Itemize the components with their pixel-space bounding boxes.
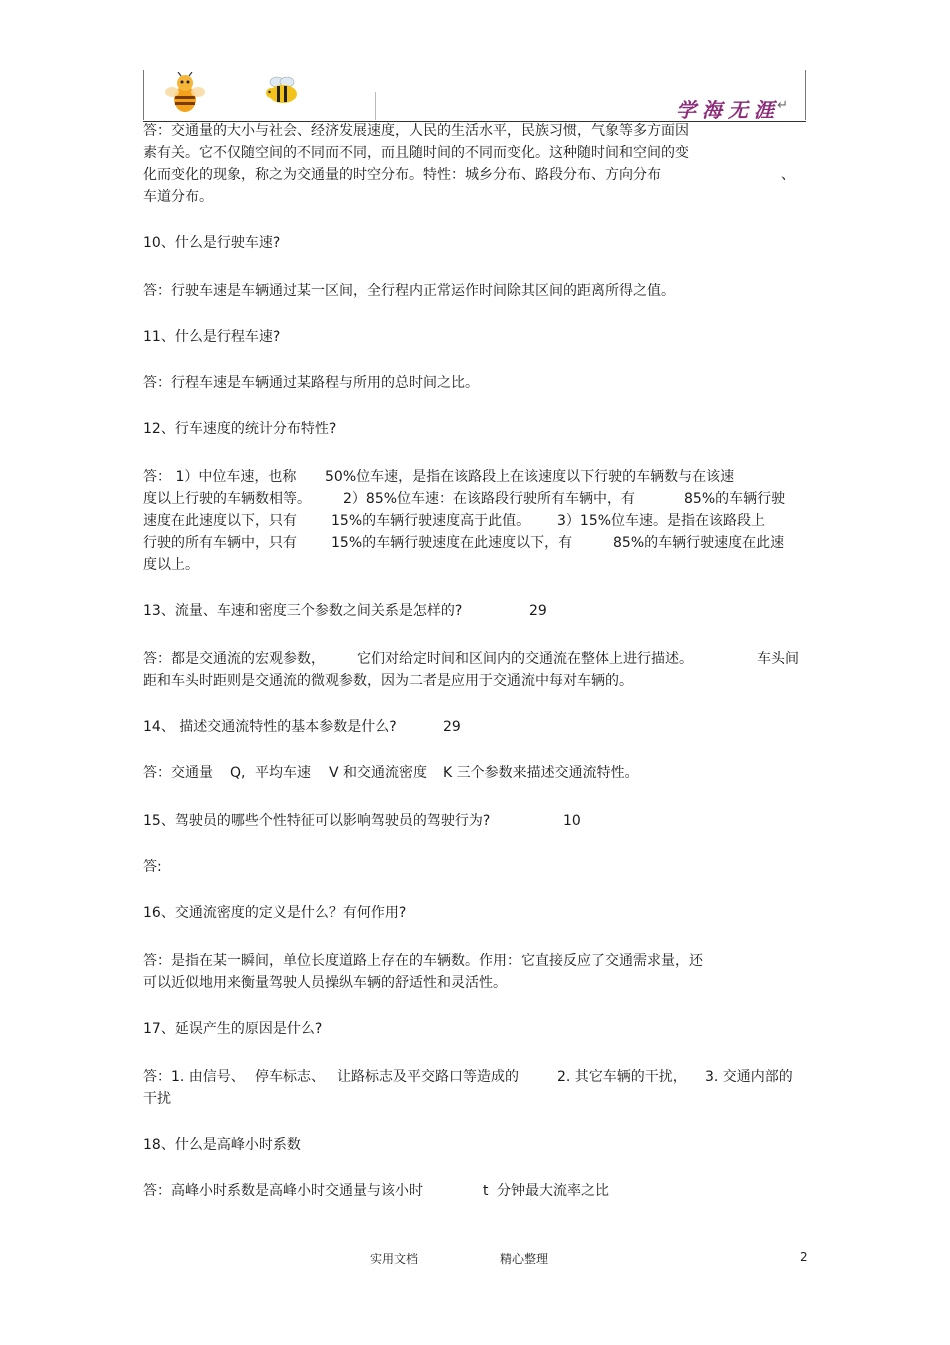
answer-line: 速度在此速度以下，只有 (143, 513, 297, 529)
header-left-border (143, 70, 144, 120)
answer-line: 行驶的所有车辆中，只有 (143, 535, 297, 551)
answer-line: 15%的车辆行驶速度在此速度以下，有 (331, 535, 573, 551)
answer-line: 答：行驶车速是车辆通过某一区间，全行程内正常运作时间除其区间的距离所得之值。 (143, 283, 675, 299)
page-reference: 29 (529, 603, 547, 619)
text-line: 车道分布。 (143, 189, 213, 205)
question-heading: 12、行车速度的统计分布特性? (143, 421, 337, 437)
answer-line: t (483, 1183, 489, 1199)
header-right-border (805, 70, 806, 120)
answer-line: 答：交通量 (143, 765, 213, 781)
answer-line: 停车标志、 (255, 1069, 325, 1085)
answer-line: K 三个参数来描述交通流特性。 (443, 765, 639, 781)
question-heading: 16、交通流密度的定义是什么？有何作用? (143, 905, 407, 921)
bee-icon (263, 76, 301, 106)
text-line: 素有关。它不仅随空间的不同而不同，而且随时间的不同而变化。这种随时间和空间的变 (143, 145, 689, 161)
answer-line: 车头间 (757, 651, 799, 667)
footer-left: 实用文档 (370, 1252, 419, 1266)
text-line: 化而变化的现象，称之为交通量的时空分布。特性：城乡分布、路段分布、方向分布 (143, 167, 661, 183)
page-reference: 10 (563, 813, 581, 829)
answer-line: 干扰 (143, 1091, 171, 1107)
page-reference: 29 (443, 719, 461, 735)
question-heading: 11、什么是行程车速? (143, 329, 281, 345)
answer-line: 平均车速 (255, 765, 311, 781)
answer-line: Q, (230, 765, 246, 781)
answer-line: 85%的车辆行驶 (684, 491, 786, 507)
page-header (143, 70, 806, 122)
answer-line: 可以近似地用来衡量驾驶人员操纵车辆的舒适性和灵活性。 (143, 975, 507, 991)
answer-line: 85%的车辆行驶速度在此速 (613, 535, 785, 551)
answer-line: 2）85%位车速：在该路段行驶所有车辆中，有 (343, 491, 636, 507)
answer-line: 3. 交通内部的 (705, 1069, 793, 1085)
return-mark: ↵ (777, 98, 788, 113)
answer-line: 答：高峰小时系数是高峰小时交通量与该小时 (143, 1183, 423, 1199)
footer-middle: 精心整理 (500, 1252, 549, 1266)
logo-text: 学海无涯 (676, 98, 780, 122)
answer-line: 答: (143, 859, 162, 875)
text-line: 答：交通量的大小与社会、经济发展速度，人民的生活水平，民族习惯，气象等多方面因 (143, 123, 689, 139)
question-heading: 15、驾驶员的哪些个性特征可以影响驾驶员的驾驶行为? (143, 813, 491, 829)
question-heading: 14、 描述交通流特性的基本参数是什么? (143, 719, 397, 735)
bee-mascot-icon (163, 72, 207, 116)
answer-line: 答：是指在某一瞬间，单位长度道路上存在的车辆数。作用：它直接反应了交通需求量，还 (143, 953, 703, 969)
answer-line: 答：都是交通流的宏观参数， (143, 651, 325, 667)
answer-line: 答：行程车速是车辆通过某路程与所用的总时间之比。 (143, 375, 479, 391)
text-line: 、 (781, 167, 795, 183)
answer-line: 2. 其它车辆的干扰， (557, 1069, 687, 1085)
question-heading: 13、流量、车速和密度三个参数之间关系是怎样的? (143, 603, 463, 619)
answer-line: 让路标志及平交路口等造成的 (337, 1069, 519, 1085)
answer-line: 分钟最大流率之比 (497, 1183, 609, 1199)
answer-line: 50%位车速，是指在该路段上在该速度以下行驶的车辆数与在该速 (325, 469, 735, 485)
page-number: 2 (800, 1250, 808, 1264)
question-heading: 10、什么是行驶车速? (143, 235, 281, 251)
answer-line: 度以上。 (143, 557, 199, 573)
question-heading: 18、什么是高峰小时系数 (143, 1137, 301, 1153)
answer-line: V 和交通流密度 (329, 765, 428, 781)
question-heading: 17、延误产生的原因是什么? (143, 1021, 323, 1037)
answer-line: 15%的车辆行驶速度高于此值。 (331, 513, 531, 529)
answer-line: 距和车头时距则是交通流的微观参数，因为二者是应用于交通流中每对车辆的。 (143, 673, 633, 689)
answer-line: 答： 1）中位车速，也称 (143, 469, 297, 485)
answer-line: 它们对给定时间和区间内的交通流在整体上进行描述。 (357, 651, 693, 667)
answer-line: 答：1. 由信号、 (143, 1069, 245, 1085)
answer-line: 3）15%位车速。是指在该路段上 (557, 513, 766, 529)
header-divider (375, 92, 376, 120)
answer-line: 度以上行驶的车辆数相等。 (143, 491, 311, 507)
